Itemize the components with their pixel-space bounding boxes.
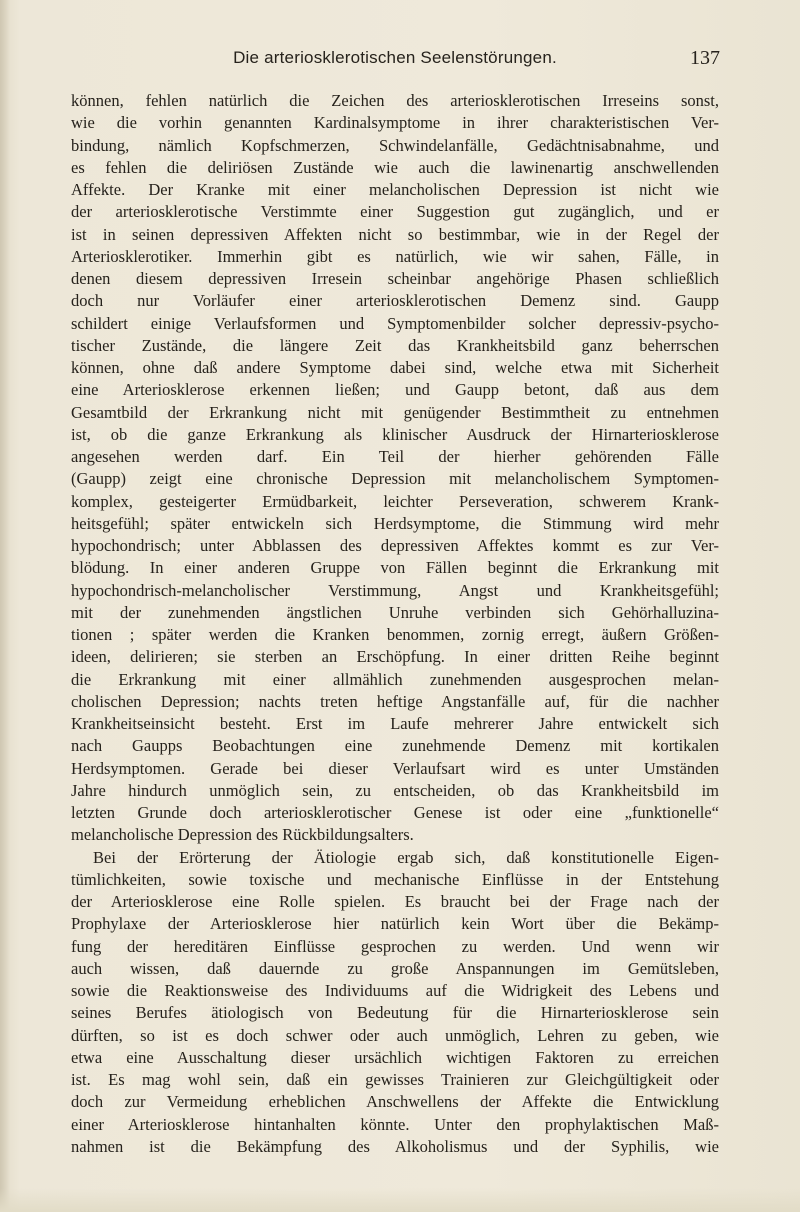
text-line: mit der zunehmenden ängstlichen Unruhe verbinden sich Gehörhalluzina-	[71, 602, 719, 622]
text-line: Jahre hindurch unmöglich sein, zu entscheiden, ob das Krankheitsbild im	[71, 780, 719, 800]
running-header-title: Die arteriosklerotischen Seelenstörungen.	[233, 48, 557, 67]
text-line: ideen, delirieren; sie sterben an Erschöpfung. In einer dritten Reihe beginnt	[71, 647, 719, 667]
text-line: können, fehlen natürlich die Zeichen des arteriosklerotischen Irreseins sonst,	[71, 91, 719, 110]
text-line: ist, ob die ganze Erkrankung als klinischer Ausdruck der Hirnarteriosklerose	[71, 424, 719, 444]
text-line: nach Gaupps Beobachtungen eine zunehmende Demenz mit kortikalen	[71, 736, 719, 756]
text-line: Gesamtbild der Erkrankung nicht mit genügender Bestimmtheit zu entnehmen	[71, 402, 719, 422]
text-line: nahmen ist die Bekämpfung des Alkoholismus und der Syphilis, wie	[71, 1136, 719, 1156]
text-line: sowie die Reaktionsweise des Individuums auf die Widrigkeit des Lebens und	[71, 981, 719, 1000]
text-line: letzten Grunde doch arteriosklerotischer Genese ist oder eine „funktionelle“	[71, 803, 719, 822]
text-line: Arteriosklerotiker. Immerhin gibt es natürlich, wie wir sahen, Fälle, in	[71, 246, 719, 266]
text-line: dürften, so ist es doch schwer oder auch unmöglich, Lehren zu geben, wie	[71, 1025, 719, 1045]
text-line: Bei der Erörterung der Ätiologie ergab sich, daß konstitutionelle Eigen-	[93, 847, 719, 867]
text-line: Krankheitseinsicht besteht. Erst im Laufe mehrerer Jahre entwickelt sich	[71, 714, 719, 733]
text-line: hypochondrisch-melancholischer Verstimmung, Angst und Krankheitsgefühl;	[71, 580, 719, 600]
text-line: doch zur Vermeidung erheblichen Anschwellens der Affekte die Entwicklung	[71, 1092, 719, 1112]
text-line: können, ohne daß andere Symptome dabei sind, welche etwa mit Sicherheit	[71, 358, 719, 377]
text-line: bindung, nämlich Kopfschmerzen, Schwindelanfälle, Gedächtnisabnahme, und	[71, 135, 719, 155]
text-line: einer Arteriosklerose hintanhalten könnte. Unter den prophylaktischen Maß-	[71, 1114, 719, 1134]
text-line: der Arteriosklerose eine Rolle spielen. Es braucht bei der Frage nach der	[71, 892, 719, 911]
text-line: tischer Zustände, die längere Zeit das Krankheitsbild ganz beherrschen	[71, 335, 719, 355]
text-line: tionen ; später werden die Kranken benommen, zornig erregt, äußern Größen-	[71, 625, 719, 644]
text-line: melancholische Depression des Rückbildungsalters.	[71, 825, 414, 845]
text-line: auch wissen, daß dauernde zu große Anspannungen im Gemütsleben,	[71, 958, 719, 978]
text-line: etwa eine Ausschaltung dieser ursächlich wichtigen Faktoren zu erreichen	[71, 1047, 719, 1067]
running-header	[70, 48, 720, 72]
text-line: (Gaupp) zeigt eine chronische Depression mit melancholischem Symptomen-	[71, 469, 719, 489]
text-line: Prophylaxe der Arteriosklerose hier natürlich kein Wort über die Bekämp-	[71, 914, 719, 934]
text-line: denen diesem depressiven Irresein scheinbar angehörige Phasen schließlich	[71, 269, 719, 288]
text-line: der arteriosklerotische Verstimmte einer Suggestion gut zugänglich, und er	[71, 202, 719, 222]
page-number: 137	[690, 47, 720, 69]
page-bottom-edge	[0, 1188, 800, 1212]
body-text	[71, 90, 719, 1158]
text-line: blödung. In einer anderen Gruppe von Fällen beginnt die Erkrankung mit	[71, 558, 719, 578]
text-line: Herdsymptomen. Gerade bei dieser Verlaufsart wird es unter Umständen	[71, 758, 719, 778]
text-line: cholischen Depression; nachts treten heftige Angstanfälle auf, für die nachher	[71, 691, 719, 711]
text-line: heitsgefühl; später entwickeln sich Herdsymptome, die Stimmung wird mehr	[71, 513, 719, 533]
text-line: wie die vorhin genannten Kardinalsymptome in ihrer charakteristischen Ver-	[71, 113, 719, 133]
text-line: fung der hereditären Einflüsse gesprochen zu werden. Und wenn wir	[71, 936, 719, 956]
text-line: eine Arteriosklerose erkennen ließen; und Gaupp betont, daß aus dem	[71, 380, 719, 400]
text-line: seines Berufes ätiologisch von Bedeutung für die Hirnarteriosklerose sein	[71, 1003, 719, 1023]
text-line: tümlichkeiten, sowie toxische und mechanische Einflüsse in der Entstehung	[71, 869, 719, 889]
text-line: doch nur Vorläufer einer arteriosklerotischen Demenz sind. Gaupp	[71, 291, 719, 311]
text-line: hypochondrisch; unter Abblassen des depressiven Affektes kommt es zur Ver-	[71, 536, 719, 555]
text-line: die Erkrankung mit einer allmählich zunehmenden ausgesprochen melan-	[71, 669, 719, 689]
text-line: ist. Es mag wohl sein, daß ein gewisses Trainieren zur Gleichgültigkeit oder	[71, 1070, 719, 1089]
text-line: schildert einige Verlaufsformen und Symptomenbilder solcher depressiv-psycho-	[71, 313, 719, 333]
text-line: es fehlen die deliriösen Zustände wie auch die lawinenartig anschwellenden	[71, 157, 719, 177]
text-line: komplex, gesteigerter Ermüdbarkeit, leichter Perseveration, schwerem Krank-	[71, 491, 719, 511]
text-line: angesehen werden darf. Ein Teil der hierher gehörenden Fälle	[71, 447, 719, 466]
text-line: Affekte. Der Kranke mit einer melancholischen Depression ist nicht wie	[71, 180, 719, 199]
text-line: ist in seinen depressiven Affekten nicht so bestimmbar, wie in der Regel der	[71, 224, 719, 244]
